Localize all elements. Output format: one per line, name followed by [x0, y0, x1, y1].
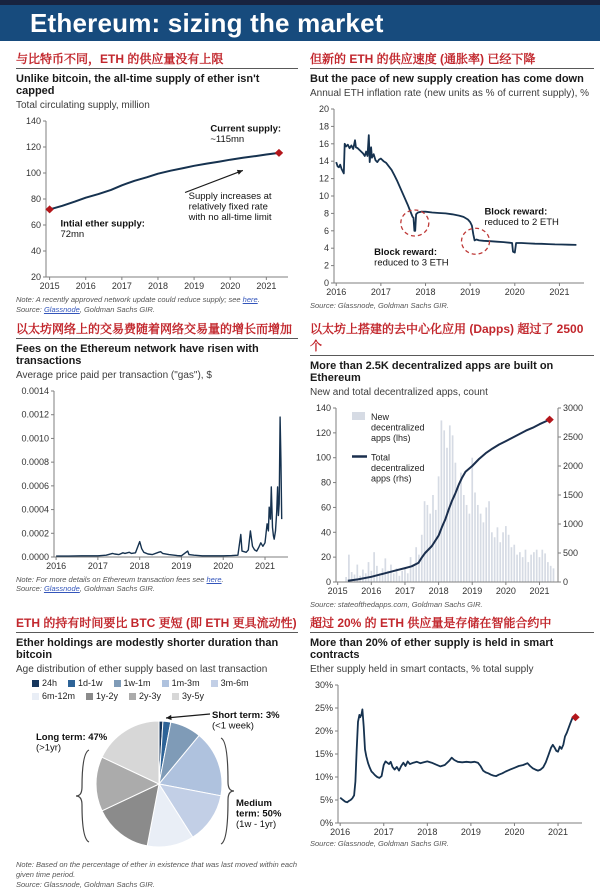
svg-text:2019: 2019 [171, 560, 192, 571]
pie-legend-label: 6m-12m [42, 691, 76, 702]
svg-text:reduced to 2 ETH: reduced to 2 ETH [484, 216, 559, 228]
pie-legend-item [211, 678, 249, 688]
svg-text:60: 60 [320, 501, 331, 512]
panel-smart-contracts [310, 614, 594, 849]
svg-text:(1w - 1yr): (1w - 1yr) [236, 819, 277, 831]
note-suffix: . [257, 295, 260, 304]
svg-text:40: 40 [320, 526, 331, 537]
svg-text:0: 0 [325, 576, 331, 587]
note-text: Note: For more details on Ethereum transaction fees see [16, 574, 207, 584]
panel-fees [16, 320, 298, 595]
svg-text:2017: 2017 [394, 585, 415, 596]
svg-text:2016: 2016 [75, 281, 96, 291]
svg-text:Supply increases at: Supply increases at [188, 191, 272, 202]
svg-text:Intial ether supply:: Intial ether supply: [60, 218, 145, 230]
svg-text:0: 0 [563, 576, 569, 587]
svg-text:60: 60 [30, 220, 41, 230]
svg-text:80: 80 [30, 194, 41, 204]
svg-text:0.0008: 0.0008 [21, 456, 49, 467]
svg-text:15%: 15% [314, 749, 333, 760]
svg-text:120: 120 [315, 427, 331, 438]
svg-text:reduced to 3 ETH: reduced to 3 ETH [374, 257, 449, 269]
svg-text:2017: 2017 [370, 287, 391, 297]
pie-legend-swatch [32, 693, 39, 700]
svg-text:14: 14 [318, 156, 329, 167]
pie-legend-label: 1y-2y [96, 691, 119, 702]
supply-line-chart [16, 113, 298, 295]
svg-text:2016: 2016 [46, 560, 67, 571]
svg-text:500: 500 [563, 547, 579, 558]
panel-age-title-zh: ETH 的持有时间要比 BTC 更短 (即 ETH 更具流动性) [16, 614, 298, 633]
pie-legend-item [86, 691, 118, 701]
svg-text:2018: 2018 [415, 287, 436, 297]
pie-legend-label: 3y-5y [182, 691, 205, 702]
panel-supply-desc: Total circulating supply, million [16, 100, 150, 111]
svg-text:2020: 2020 [213, 560, 234, 571]
svg-text:6: 6 [323, 225, 329, 236]
panel-supply-title-zh: 与比特币不同，ETH 的供应量没有上限 [16, 50, 298, 69]
svg-text:2017: 2017 [373, 827, 394, 838]
svg-text:~115mn: ~115mn [210, 133, 245, 145]
panel-age-source: Source: Glassnode, Goldman Sachs GIR. [16, 879, 155, 889]
panel-age-desc: Age distribution of ether supply based on last transaction [16, 664, 268, 676]
panel-dapps [310, 320, 594, 610]
svg-text:8: 8 [323, 208, 329, 219]
pie-legend-swatch [162, 680, 169, 687]
svg-text:apps (lhs): apps (lhs) [371, 432, 411, 443]
svg-text:18: 18 [318, 121, 329, 132]
panel-fees-title-zh: 以太坊网络上的交易费随着网络交易量的增长而增加 [16, 320, 298, 339]
panel-fees-note [16, 575, 298, 585]
pie-legend-item [172, 691, 204, 701]
pie-legend-swatch [32, 680, 39, 687]
panel-inflation-desc: Annual ETH inflation rate (new units as % of current supply), % [310, 88, 590, 99]
svg-text:20: 20 [318, 104, 329, 114]
svg-text:2021: 2021 [548, 827, 569, 838]
pie-legend-swatch [68, 680, 75, 687]
source-link[interactable]: Glassnode [43, 584, 80, 594]
svg-text:2019: 2019 [184, 281, 205, 291]
panel-age-title-en: Ether holdings are modestly shorter duration than bitcoin [16, 637, 279, 662]
panel-dapps-title-zh: 以太坊上搭建的去中心化应用 (Dapps) 超过了 2500 个 [310, 320, 594, 356]
svg-text:25%: 25% [314, 703, 333, 714]
svg-text:2016: 2016 [361, 585, 382, 596]
source-link[interactable]: Glassnode [43, 304, 80, 314]
panel-supply-note [16, 295, 298, 305]
svg-text:Block reward:: Block reward: [374, 247, 438, 259]
svg-text:1500: 1500 [563, 489, 584, 500]
svg-text:40: 40 [30, 246, 41, 256]
page-title: Ethereum: sizing the market [30, 7, 384, 38]
pie-legend-label: 3m-6m [220, 678, 249, 689]
dapps-combo-chart [310, 400, 594, 600]
svg-text:decentralized: decentralized [371, 462, 425, 473]
source-suffix: , Goldman Sachs GIR. [79, 304, 155, 314]
pie-legend-swatch [172, 693, 179, 700]
panel-supply-source [16, 305, 298, 315]
svg-text:10: 10 [318, 191, 329, 201]
panel-contracts-title-en: More than 20% of ether supply is held in smart contracts [310, 637, 554, 662]
panel-fees-desc: Average price paid per transaction ("gas"), $ [16, 369, 212, 381]
pie-legend-item [162, 678, 200, 688]
panels-grid [0, 41, 600, 895]
pie-legend-label: 1d-1w [78, 678, 103, 689]
svg-text:0.0014: 0.0014 [21, 385, 49, 396]
source-text: Source: [16, 584, 44, 594]
svg-text:20: 20 [30, 272, 41, 282]
svg-text:Total: Total [371, 452, 391, 462]
pie-legend-swatch [114, 680, 121, 687]
svg-text:2020: 2020 [504, 287, 525, 297]
svg-text:Block reward:: Block reward: [484, 206, 548, 218]
svg-text:1000: 1000 [563, 518, 584, 529]
panel-inflation [310, 50, 594, 311]
age-pie-chart [16, 702, 298, 860]
svg-text:Current supply:: Current supply: [210, 123, 282, 135]
pie-legend [16, 678, 280, 701]
svg-text:term: 50%: term: 50% [236, 808, 282, 820]
svg-text:0%: 0% [319, 818, 333, 829]
svg-text:0.0000: 0.0000 [21, 551, 49, 562]
svg-text:2021: 2021 [256, 281, 277, 291]
svg-text:2016: 2016 [330, 827, 351, 838]
svg-text:100: 100 [315, 452, 331, 463]
pie-legend-swatch [211, 680, 218, 687]
svg-text:2019: 2019 [460, 287, 481, 297]
panel-contracts-desc: Ether supply held in smart contacts, % total supply [310, 664, 534, 676]
svg-text:2018: 2018 [129, 560, 150, 571]
svg-text:2: 2 [323, 260, 329, 271]
svg-text:with no all-time limit: with no all-time limit [188, 212, 272, 223]
svg-text:2018: 2018 [147, 281, 168, 291]
panel-supply-title-en: Unlike bitcoin, the all-time supply of ether isn't capped [16, 73, 260, 97]
svg-text:2018: 2018 [417, 827, 438, 838]
svg-text:0: 0 [323, 278, 329, 288]
panel-dapps-title-en: More than 2.5K decentralized apps are built on Ethereum [310, 359, 554, 384]
note-suffix: . [221, 574, 224, 584]
svg-text:decentralized: decentralized [371, 422, 425, 432]
svg-text:80: 80 [320, 477, 331, 488]
pie-legend-item [114, 678, 151, 688]
pie-legend-label: 24h [42, 678, 58, 689]
svg-text:140: 140 [315, 402, 331, 413]
panel-contracts-title-zh: 超过 20% 的 ETH 供应量是存储在智能合约中 [310, 614, 594, 633]
svg-text:12: 12 [318, 173, 329, 184]
svg-text:(<1 week): (<1 week) [212, 720, 254, 732]
svg-text:apps (rhs): apps (rhs) [371, 473, 412, 483]
pie-legend-swatch [86, 693, 93, 700]
svg-text:140: 140 [25, 116, 41, 126]
svg-text:120: 120 [25, 142, 41, 152]
svg-text:0.0004: 0.0004 [21, 504, 49, 515]
svg-text:Long term: 47%: Long term: 47% [36, 732, 108, 744]
svg-text:0.0010: 0.0010 [21, 432, 49, 443]
svg-text:16: 16 [318, 138, 329, 149]
panel-fees-source [16, 584, 298, 594]
svg-text:0.0002: 0.0002 [21, 527, 49, 538]
note-link[interactable]: here [206, 574, 222, 584]
app-header [0, 0, 600, 41]
svg-text:New: New [371, 411, 390, 422]
svg-text:2021: 2021 [529, 585, 550, 596]
svg-text:2000: 2000 [563, 460, 584, 471]
svg-text:3000: 3000 [563, 402, 584, 413]
svg-text:2019: 2019 [460, 827, 481, 838]
fees-line-chart [16, 383, 298, 575]
svg-text:Short term: 3%: Short term: 3% [212, 710, 280, 722]
svg-text:2020: 2020 [504, 827, 525, 838]
svg-text:2020: 2020 [495, 585, 516, 596]
note-link[interactable]: here [242, 295, 258, 304]
pie-legend-item [129, 691, 161, 701]
pie-legend-item [32, 691, 75, 701]
panel-fees-title-en: Fees on the Ethereum network have risen with transactions [16, 342, 259, 367]
pie-legend-item [32, 678, 57, 688]
pie-legend-label: 1m-3m [171, 678, 200, 689]
panel-inflation-title-en: But the pace of new supply creation has come down [310, 73, 584, 85]
panel-inflation-source: Source: Glassnode, Goldman Sachs GIR. [310, 301, 449, 310]
pie-legend-swatch [129, 693, 136, 700]
note-text: Note: A recently approved network update could reduce supply; see [16, 295, 243, 304]
svg-text:Medium: Medium [236, 798, 272, 810]
inflation-line-chart [310, 101, 594, 301]
source-suffix: , Goldman Sachs GIR. [79, 584, 155, 594]
pie-legend-label: 2y-3y [139, 691, 162, 702]
pie-legend-item [68, 678, 103, 688]
svg-text:2016: 2016 [326, 287, 347, 297]
svg-text:2500: 2500 [563, 431, 584, 442]
svg-text:20: 20 [320, 551, 331, 562]
svg-text:5%: 5% [319, 795, 333, 806]
svg-text:relatively fixed rate: relatively fixed rate [188, 201, 268, 213]
pie-legend-label: 1w-1m [123, 678, 151, 689]
panel-age-note: Note: Based on the percentage of ether in existence that was last moved within each given time period. [16, 860, 298, 879]
panel-dapps-desc: New and total decentralized apps, count [310, 386, 488, 398]
svg-text:20%: 20% [314, 726, 333, 737]
svg-text:0.0012: 0.0012 [21, 409, 49, 420]
svg-text:4: 4 [323, 243, 329, 254]
svg-text:100: 100 [25, 168, 41, 178]
panel-inflation-title-zh: 但新的 ETH 的供应速度 (通胀率) 已经下降 [310, 50, 594, 69]
panel-age-distribution [16, 614, 298, 889]
svg-text:2017: 2017 [111, 281, 132, 291]
svg-text:2018: 2018 [428, 585, 449, 596]
svg-text:10%: 10% [314, 772, 333, 783]
svg-text:2015: 2015 [39, 281, 60, 291]
source-text: Source: [16, 304, 44, 314]
svg-text:2021: 2021 [255, 560, 276, 571]
svg-text:2021: 2021 [549, 287, 570, 297]
panel-dapps-source: Source: stateofthedapps.com, Goldman Sachs GIR. [310, 599, 483, 609]
svg-text:(>1yr): (>1yr) [36, 742, 62, 754]
svg-text:30%: 30% [314, 680, 333, 691]
svg-text:72mn: 72mn [60, 228, 85, 240]
svg-text:2020: 2020 [220, 281, 241, 291]
svg-text:2019: 2019 [462, 585, 483, 596]
svg-text:0.0006: 0.0006 [21, 480, 49, 491]
panel-supply [16, 50, 298, 315]
panel-contracts-source: Source: Glassnode, Goldman Sachs GIR. [310, 839, 449, 849]
contracts-line-chart [310, 677, 594, 839]
svg-text:2015: 2015 [327, 585, 348, 596]
svg-text:2017: 2017 [87, 560, 108, 571]
